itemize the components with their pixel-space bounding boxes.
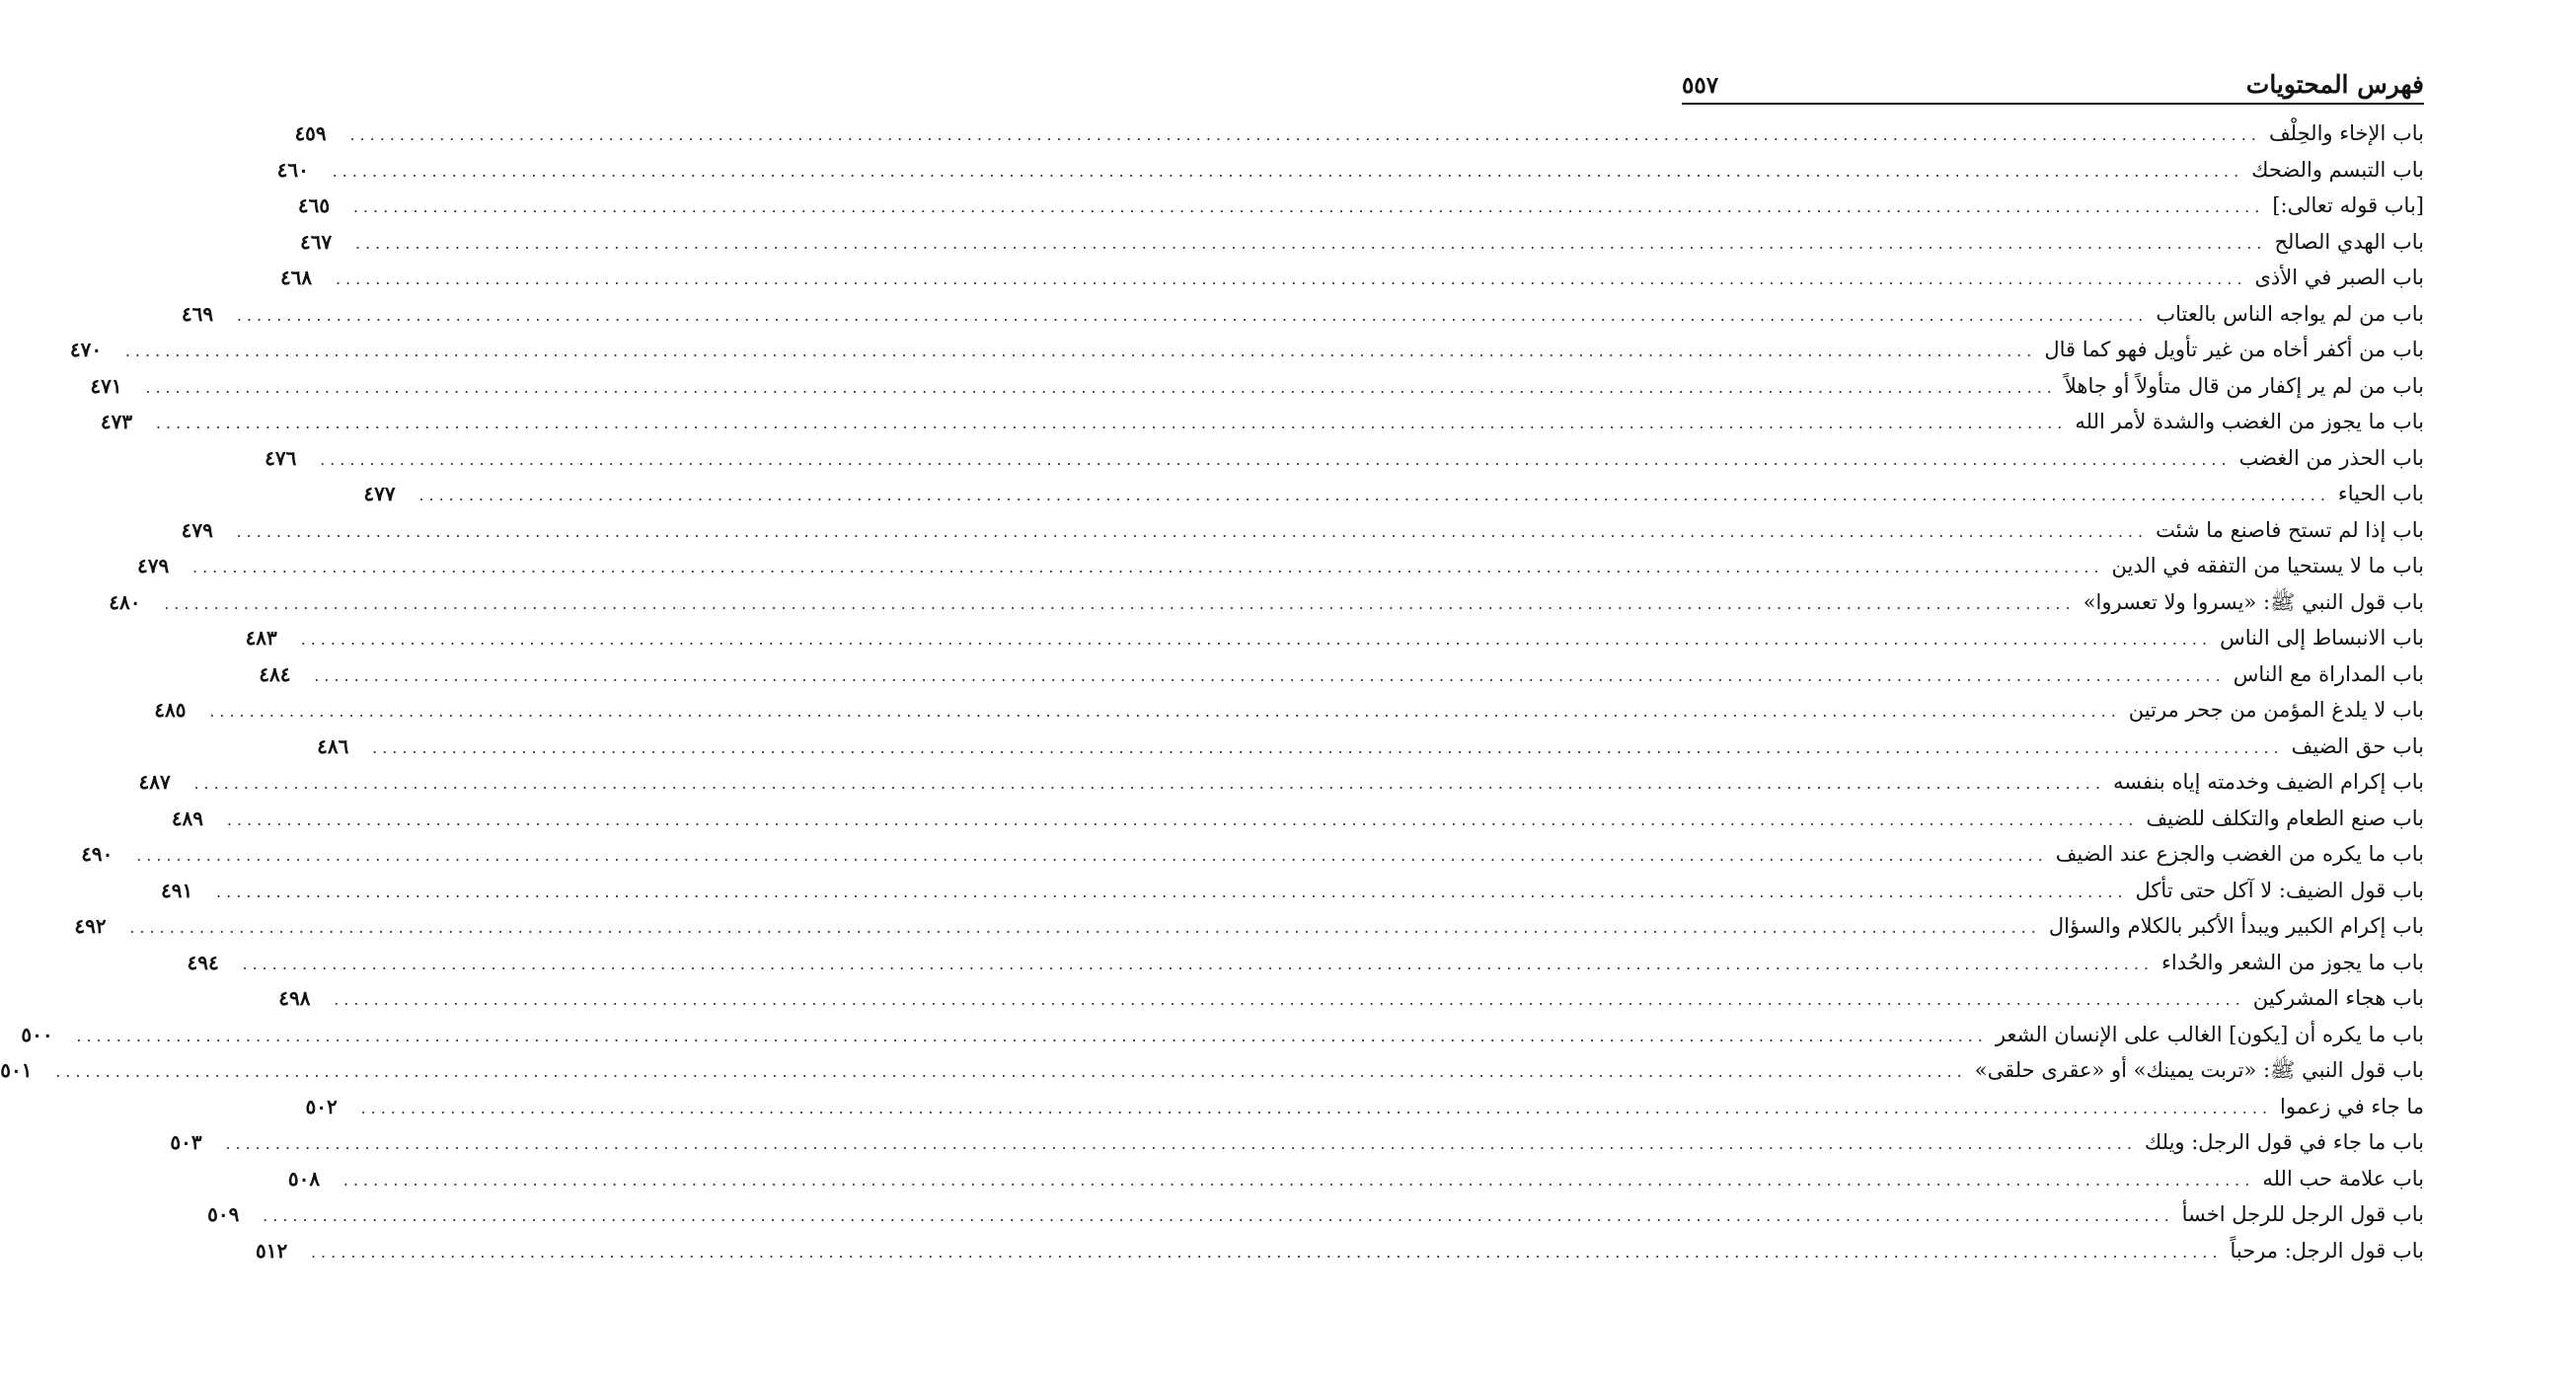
toc-entry — [181, 296, 2424, 333]
toc-entry-title: باب ما جاء في قول الرجل: ويلك — [2144, 1130, 2424, 1154]
toc-entry-page: ٤٩٢ — [74, 914, 107, 938]
toc-entry-page: ٤٨٥ — [154, 698, 187, 722]
toc-entry-title: باب حق الضيف — [2291, 733, 2424, 758]
dot-leader: ................................................................................................................................................................................................ — [124, 342, 2037, 360]
toc-entry — [81, 836, 2424, 873]
dot-leader: ................................................................................................................................................................................................ — [155, 414, 2068, 432]
toc-entry-title: باب من لم يواجه الناس بالعتاب — [2156, 301, 2424, 326]
toc-entry-title: باب قول الرجل: مرحباً — [2230, 1238, 2424, 1263]
toc-entry — [109, 584, 2424, 621]
toc-entry — [90, 368, 2424, 405]
toc-entry-page: ٤٨٦ — [317, 733, 349, 758]
toc-entry-title: باب من لم ير إكفار من قال متأولاً أو جاهلاً — [2064, 373, 2424, 398]
dot-leader: ................................................................................................................................................................................................ — [164, 593, 2076, 613]
toc-entry-page: ٤٨٣ — [245, 626, 277, 650]
toc-entry — [363, 476, 2424, 512]
toc-entry-title: باب إكرام الكبير ويبدأ الأكبر بالكلام والسؤال — [2048, 914, 2424, 938]
toc-entry — [154, 692, 2424, 729]
toc-entry — [69, 332, 2424, 368]
toc-entry — [74, 908, 2424, 945]
toc-entry-title: باب لا يلدغ المؤمن من جحر مرتين — [2128, 698, 2424, 722]
page — [0, 57, 2424, 1268]
dot-leader: ................................................................................................................................................................................................ — [352, 197, 2265, 216]
dot-leader: ................................................................................................................................................................................................ — [145, 377, 2057, 397]
toc-entry-page: ٤٧٦ — [265, 445, 297, 470]
toc-entry-page: ٤٨٠ — [109, 589, 141, 614]
toc-entry-title: باب المداراة مع الناس — [2233, 661, 2424, 686]
toc-entry-title: باب قول الضيف: لا آكل حتى تأكل — [2135, 878, 2424, 902]
toc-entry-page: ٤٦٨ — [279, 266, 313, 289]
toc-entry-title: باب من أكفر أخاه من غير تأويل فهو كما قال — [2044, 338, 2424, 361]
toc-entry-title: باب ما يكره أن [يكون] الغالب على الإنسان الشعر — [1995, 1022, 2424, 1046]
toc-entry-title: باب صنع الطعام والتكلف للضيف — [2146, 806, 2424, 830]
dot-leader: ................................................................................................................................................................................................ — [236, 521, 2149, 541]
toc-entry-page: ٤٩٤ — [187, 950, 219, 974]
toc-entry-title: باب هجاء المشركين — [2252, 986, 2424, 1010]
dot-leader: ................................................................................................................................................................................................ — [236, 305, 2149, 325]
toc-entry-page: ٥٠٣ — [170, 1130, 202, 1154]
toc-entry-page: ٤٦٠ — [276, 157, 309, 182]
toc-entry — [181, 512, 2424, 549]
dot-leader: ................................................................................................................................................................................................ — [320, 449, 2232, 469]
toc-entry-title: باب الحذر من الغضب — [2238, 445, 2424, 470]
toc-entry-title: باب الإخاء والحِلْف — [2268, 121, 2424, 145]
toc-entry-page: ٤٧٩ — [181, 517, 213, 542]
toc-entry-page: ٤٥٩ — [294, 121, 327, 145]
toc-entry-page: ٥٠٩ — [207, 1202, 240, 1226]
toc-entry-page: ٤٧٠ — [69, 338, 103, 361]
toc-entry-title: باب قول النبي ﷺ: «تربت يمينك» أو «عقرى حلقى» — [1974, 1058, 2424, 1082]
toc-entry — [136, 548, 2424, 584]
dot-leader: ................................................................................................................................................................................................ — [209, 702, 2121, 721]
dot-leader: ................................................................................................................................................................................................ — [310, 1242, 2223, 1262]
header-page-number: ٥٥٧ — [1682, 72, 1719, 99]
toc-entry-page: ٥٠٨ — [287, 1166, 321, 1191]
dot-leader: ................................................................................................................................................................................................ — [129, 918, 2041, 937]
toc-entry — [278, 980, 2424, 1017]
toc-entry-title: باب التبسم والضحك — [2251, 157, 2424, 182]
toc-entry-title: باب ما يكره من الغضب والجزع عند الضيف — [2055, 842, 2424, 866]
toc-entry-title: باب ما لا يستحيا من التفقه في الدين — [2111, 554, 2424, 577]
toc-entry-title: باب قول النبي ﷺ: «يسروا ولا تعسروا» — [2083, 589, 2424, 614]
dot-leader: ................................................................................................................................................................................................ — [226, 809, 2139, 829]
dot-leader: ................................................................................................................................................................................................ — [335, 269, 2247, 288]
running-header — [1682, 57, 2424, 105]
toc-entry — [207, 1196, 2424, 1233]
toc-entry — [287, 1161, 2424, 1197]
dot-leader: ................................................................................................................................................................................................ — [216, 882, 2128, 901]
dot-leader: ................................................................................................................................................................................................ — [342, 1170, 2255, 1190]
toc-entry-page: ٥١٢ — [255, 1238, 288, 1263]
toc-entry-page: ٤٩٠ — [81, 842, 114, 866]
toc-entry-title: [باب قوله تعالى:] — [2272, 193, 2424, 217]
toc-entry — [305, 1089, 2424, 1125]
dot-leader: ................................................................................................................................................................................................ — [349, 125, 2261, 144]
toc-entry-title: باب الحياء — [2337, 482, 2424, 505]
toc-entry — [245, 620, 2424, 656]
toc-entry-page: ٤٨٩ — [171, 806, 204, 830]
toc-entry-title: باب الانبساط إلى الناس — [2220, 626, 2424, 650]
toc-entry — [21, 1017, 2424, 1053]
toc-entry-title: باب ما يجوز من الغضب والشدة لأمر الله — [2075, 410, 2424, 433]
toc-entry-page: ٤٦٥ — [297, 193, 331, 217]
toc-entry-page: ٤٦٧ — [299, 229, 333, 254]
toc-entry-title: باب ما يجوز من الشعر والحُداء — [2160, 950, 2424, 974]
dot-leader: ................................................................................................................................................................................................ — [55, 1062, 1967, 1081]
toc-entry-title: ما جاء في زعموا — [2280, 1094, 2424, 1118]
toc-entry — [299, 224, 2424, 261]
dot-leader: ................................................................................................................................................................................................ — [354, 233, 2267, 253]
toc-entry-title: باب الصبر في الأذى — [2254, 266, 2424, 289]
dot-leader: ................................................................................................................................................................................................ — [225, 1134, 2137, 1153]
toc-entry-page: ٤٧٧ — [363, 482, 396, 505]
dot-leader: ................................................................................................................................................................................................ — [418, 486, 2330, 504]
toc-entry — [171, 801, 2424, 837]
dot-leader: ................................................................................................................................................................................................ — [334, 990, 2245, 1009]
toc-entry — [100, 404, 2424, 440]
toc-entry-title: باب إكرام الضيف وخدمته إياه بنفسه — [2112, 770, 2424, 794]
toc-entry — [265, 440, 2424, 477]
toc-entry-title: باب إذا لم تستح فاصنع ما شئت — [2156, 517, 2424, 542]
header-title: فهرس المحتويات — [2245, 70, 2424, 99]
toc-entry — [170, 1124, 2424, 1161]
toc-entry-title: باب الهدي الصالح — [2274, 229, 2424, 254]
toc-entry-page: ٤٩٨ — [278, 986, 311, 1010]
toc-entry — [259, 656, 2424, 693]
dot-leader: ................................................................................................................................................................................................ — [263, 1206, 2174, 1225]
toc-entry-title: باب علامة حب الله — [2262, 1166, 2424, 1191]
toc-entry — [187, 945, 2424, 981]
dot-leader: ................................................................................................................................................................................................ — [193, 774, 2105, 793]
dot-leader: ................................................................................................................................................................................................ — [360, 1098, 2273, 1117]
toc-entry-page: ٤٦٩ — [181, 301, 214, 326]
toc-entry-page: ٤٧٣ — [100, 410, 133, 433]
toc-entry — [138, 764, 2424, 801]
dot-leader: ................................................................................................................................................................................................ — [300, 630, 2213, 649]
toc-entry — [276, 152, 2424, 189]
toc-entry — [294, 115, 2424, 152]
toc-entry — [255, 1233, 2424, 1269]
toc-entry-title: باب قول الرجل للرجل اخسأ — [2181, 1202, 2424, 1226]
toc-entry — [297, 188, 2424, 224]
toc-entry-page: ٤٧٩ — [136, 554, 170, 577]
toc-entry-page: ٥٠٠ — [21, 1022, 53, 1046]
toc-entry — [279, 260, 2424, 296]
toc-entry — [0, 1052, 2424, 1089]
toc-entry-page: ٤٩١ — [161, 878, 193, 902]
toc-entry-page: ٤٨٤ — [259, 661, 291, 686]
toc-entry — [161, 873, 2424, 909]
toc-entry-page: ٤٧١ — [90, 373, 122, 398]
dot-leader: ................................................................................................................................................................................................ — [332, 161, 2244, 181]
toc-entry — [317, 729, 2424, 765]
dot-leader: ................................................................................................................................................................................................ — [314, 665, 2226, 685]
dot-leader: ................................................................................................................................................................................................ — [372, 737, 2284, 757]
toc-entry-page: ٥٠١ — [0, 1058, 33, 1082]
toc-list — [0, 115, 2424, 1268]
dot-leader: ................................................................................................................................................................................................ — [242, 954, 2154, 973]
toc-entry-page: ٤٨٧ — [138, 770, 171, 794]
dot-leader: ................................................................................................................................................................................................ — [76, 1026, 1988, 1045]
toc-entry-page: ٥٠٢ — [305, 1094, 338, 1118]
dot-leader: ................................................................................................................................................................................................ — [191, 558, 2104, 576]
dot-leader: ................................................................................................................................................................................................ — [136, 846, 2048, 865]
